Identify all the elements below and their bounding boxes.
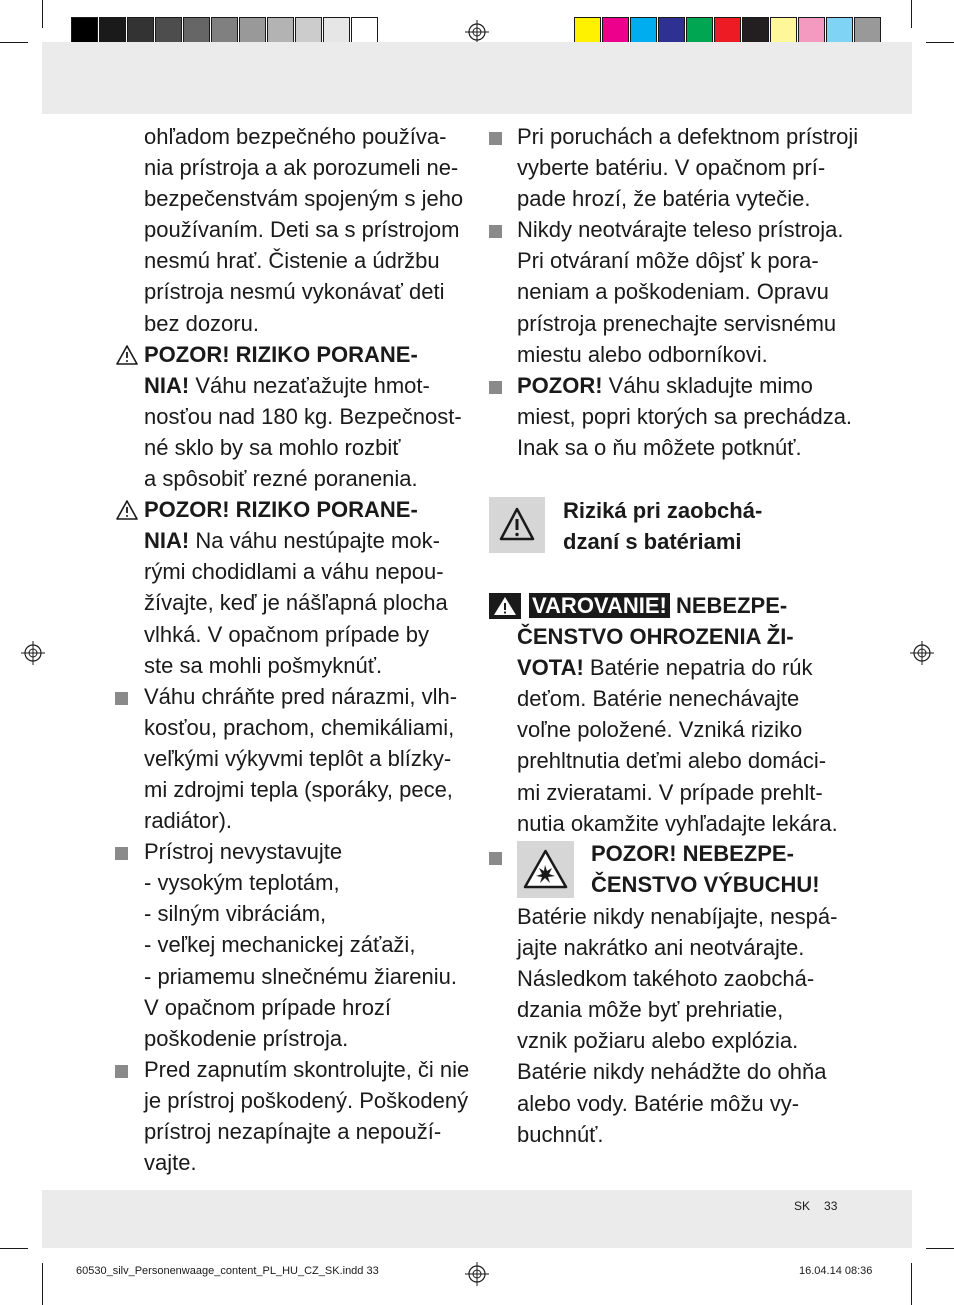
crop-mark xyxy=(926,1248,954,1249)
crop-mark xyxy=(911,1263,912,1305)
text-line: neniam a poškodeniam. Opravu xyxy=(517,279,829,305)
crop-mark xyxy=(42,0,43,28)
color-swatch xyxy=(658,17,685,45)
color-swatch xyxy=(686,17,713,45)
text-line: je prístroj poškodený. Poškodený xyxy=(144,1087,469,1113)
text-line: mi zdrojmi tepla (sporáky, pece, xyxy=(144,776,453,802)
color-swatch xyxy=(854,17,881,45)
text-line: Batérie nikdy nenabíjajte, nespá- xyxy=(517,904,838,929)
color-swatch xyxy=(826,17,853,45)
right-column xyxy=(517,121,859,463)
text-line: voľne položené. Vzniká riziko xyxy=(517,717,803,743)
text-line: vajte. xyxy=(144,1150,197,1176)
crop-mark xyxy=(911,0,912,28)
section-heading: Riziká pri zaobchá- dzaní s batériami xyxy=(563,498,763,554)
text-line: - silným vibráciám, xyxy=(144,901,327,927)
bullet-square-icon xyxy=(489,225,502,238)
warning-icon-box xyxy=(489,497,545,553)
color-swatch xyxy=(574,17,601,45)
color-swatch xyxy=(239,17,266,45)
text-line: mi zvieratami. V prípade prehlt- xyxy=(517,779,823,805)
text-line: buchnúť. xyxy=(517,1121,604,1147)
text-line: prístroj nezapínajte a nepouží- xyxy=(144,1119,442,1144)
text-line: kosťou, prachom, chemikáliami, xyxy=(144,714,455,740)
text-line: deťom. Batérie nenechávajte xyxy=(517,686,800,712)
warning-triangle-icon xyxy=(116,500,138,520)
explosion-paragraph xyxy=(517,901,847,1150)
text-line: rými chodidlami a váhu nepou- xyxy=(144,559,444,585)
danger-warning-paragraph: VAROVANIE! NEBEZPE- ČENSTVO OHROZENIA ŽI- VOTA! Batérie nepatria do rúk deťom. Batérie nenechávajte voľne položené. Vzniká riziko prehltnutia deťmi alebo domáci- mi zvieratami. V prípade prehlt- nutia okamžite vyhľadajte lekára. xyxy=(517,590,847,839)
warning-paragraph: POZOR! RIZIKO PORANE- NIA! Váhu nezaťažujte hmot- nosťou nad 180 kg. Bezpečnost- né sklo by sa mohlo rozbiť a spôsobiť rezné poranenia. xyxy=(144,339,474,494)
text-line: dzania môže byť prehriatie, xyxy=(517,997,784,1023)
color-swatch xyxy=(602,17,629,45)
registration-mark-icon xyxy=(21,641,45,665)
text-line: nesmú hrať. Čistenie a údržbu xyxy=(144,248,440,274)
color-swatch xyxy=(127,17,154,45)
bullet-square-icon xyxy=(115,692,128,705)
text-line: používaním. Deti sa s prístrojom xyxy=(144,217,460,243)
text-line: radiátor). xyxy=(144,808,233,834)
text-line: Následkom takéhoto zaobchá- xyxy=(517,966,815,992)
list-item xyxy=(517,214,847,369)
color-swatch xyxy=(267,17,294,45)
list-item xyxy=(144,681,474,836)
list-item xyxy=(144,836,474,1054)
varovanie-badge: VAROVANIE! xyxy=(529,593,670,618)
crop-mark xyxy=(0,42,28,43)
crop-mark xyxy=(926,42,954,43)
warning-triangle-icon xyxy=(489,497,545,553)
text-line: né sklo by sa mohlo rozbiť xyxy=(144,434,401,460)
explosion-heading: POZOR! NEBEZPE- ČENSTVO VÝBUCHU! xyxy=(591,841,820,897)
footer-date: 16.04.14 08:36 xyxy=(799,1265,873,1277)
bullet-square-icon xyxy=(115,1065,128,1078)
process-color-bar xyxy=(574,17,882,45)
color-swatch xyxy=(742,17,769,45)
bullet-square-icon xyxy=(489,381,502,394)
color-swatch xyxy=(295,17,322,45)
color-swatch xyxy=(323,17,350,45)
text-line: alebo vody. Batérie môžu vy- xyxy=(517,1090,800,1116)
text-line: vyberte batériu. V opačnom prí- xyxy=(517,155,826,181)
text-line: žívajte, keď je nášľapná plocha xyxy=(144,590,448,616)
bullet-square-icon xyxy=(115,847,128,860)
text-line: - veľkej mechanickej záťaži, xyxy=(144,932,416,958)
color-swatch xyxy=(630,17,657,45)
grayscale-color-bar xyxy=(71,17,379,45)
text-line: jajte nakrátko ani neotvárajte. xyxy=(517,935,805,961)
text-line: Váhu chráňte pred nárazmi, vlh- xyxy=(144,683,458,709)
left-column xyxy=(144,121,474,1178)
color-swatch xyxy=(770,17,797,45)
intro-paragraph xyxy=(144,121,474,339)
text-line: vlhká. V opačnom prípade by xyxy=(144,621,429,647)
color-swatch xyxy=(155,17,182,45)
text-line: nosťou nad 180 kg. Bezpečnost- xyxy=(144,403,462,429)
explosion-icon-box xyxy=(517,841,574,898)
text-line: prístroja prenechajte servisnému xyxy=(517,310,837,336)
text-line: Pred zapnutím skontrolujte, či nie xyxy=(144,1056,470,1082)
bullet-square-icon xyxy=(489,132,502,145)
warning-paragraph: POZOR! RIZIKO PORANE- NIA! Na váhu nestúpajte mok- rými chodidlami a váhu nepou- žívajte, keď je nášľapná plocha vlhká. V opačnom prípade by ste sa mohli pošmyknúť. xyxy=(144,494,474,681)
color-swatch xyxy=(798,17,825,45)
text-line: miest, popri ktorých sa prechádza. xyxy=(517,403,853,429)
text-line: miestu alebo odborníkovi. xyxy=(517,341,768,367)
color-swatch xyxy=(183,17,210,45)
color-swatch xyxy=(714,17,741,45)
registration-mark-icon xyxy=(465,20,489,44)
color-swatch xyxy=(351,17,378,45)
text-line: Pri poruchách a defektnom prístroji xyxy=(517,124,859,149)
text-line: nia prístroja a ak porozumeli ne- xyxy=(144,155,459,181)
warning-triangle-icon xyxy=(116,345,138,365)
footer-page-label: SK 33 xyxy=(794,1199,838,1213)
text-line: - vysokým teplotám, xyxy=(144,870,340,896)
registration-mark-icon xyxy=(910,641,934,665)
warning-badge-icon xyxy=(489,593,521,619)
registration-mark-icon xyxy=(465,1262,489,1286)
text-line: ste sa mohli pošmyknúť. xyxy=(144,652,383,678)
text-line: V opačnom prípade hrozí xyxy=(144,994,392,1020)
list-item: POZOR! Váhu skladujte mimo miest, popri ktorých sa prechádza. Inak sa o ňu môžete potknúť. xyxy=(517,370,847,463)
text-line: bezpečenstvám spojeným s jeho xyxy=(144,186,464,212)
header-band xyxy=(42,42,912,114)
list-item xyxy=(144,1054,474,1178)
text-line: prístroja nesmú vykonávať deti xyxy=(144,279,445,305)
text-line: veľkými výkyvmi teplôt a blízky- xyxy=(144,745,452,771)
list-item xyxy=(517,121,859,214)
text-line: - priamemu slnečnému žiareniu. xyxy=(144,963,458,989)
text-line: prehltnutia deťmi alebo domáci- xyxy=(517,748,827,774)
color-swatch xyxy=(99,17,126,45)
color-swatch xyxy=(71,17,98,45)
crop-mark xyxy=(42,1263,43,1305)
color-swatch xyxy=(211,17,238,45)
text-line: Batérie nikdy nehádžte do ohňa xyxy=(517,1059,827,1085)
footer-band xyxy=(42,1190,912,1248)
bullet-square-icon xyxy=(489,852,502,865)
text-line: pade hrozí, že batéria vytečie. xyxy=(517,186,811,212)
text-line: Inak sa o ňu môžete potknúť. xyxy=(517,434,802,460)
crop-mark xyxy=(0,1248,28,1249)
text-line: a spôsobiť rezné poranenia. xyxy=(144,466,418,492)
text-line: Prístroj nevystavujte xyxy=(144,839,343,865)
text-line: vznik požiaru alebo explózia. xyxy=(517,1028,799,1054)
text-line: poškodenie prístroja. xyxy=(144,1025,349,1051)
text-line: ohľadom bezpečného používa- xyxy=(144,124,447,149)
text-line: Nikdy neotvárajte teleso prístroja. xyxy=(517,217,844,243)
text-line: Pri otváraní môže dôjsť k pora- xyxy=(517,248,819,274)
footer-file-name: 60530_silv_Personenwaage_content_PL_HU_CZ_SK.indd 33 xyxy=(76,1265,379,1277)
text-line: bez dozoru. xyxy=(144,310,259,336)
explosion-icon xyxy=(517,841,574,898)
text-line: nutia okamžite vyhľadajte lekára. xyxy=(517,810,838,836)
